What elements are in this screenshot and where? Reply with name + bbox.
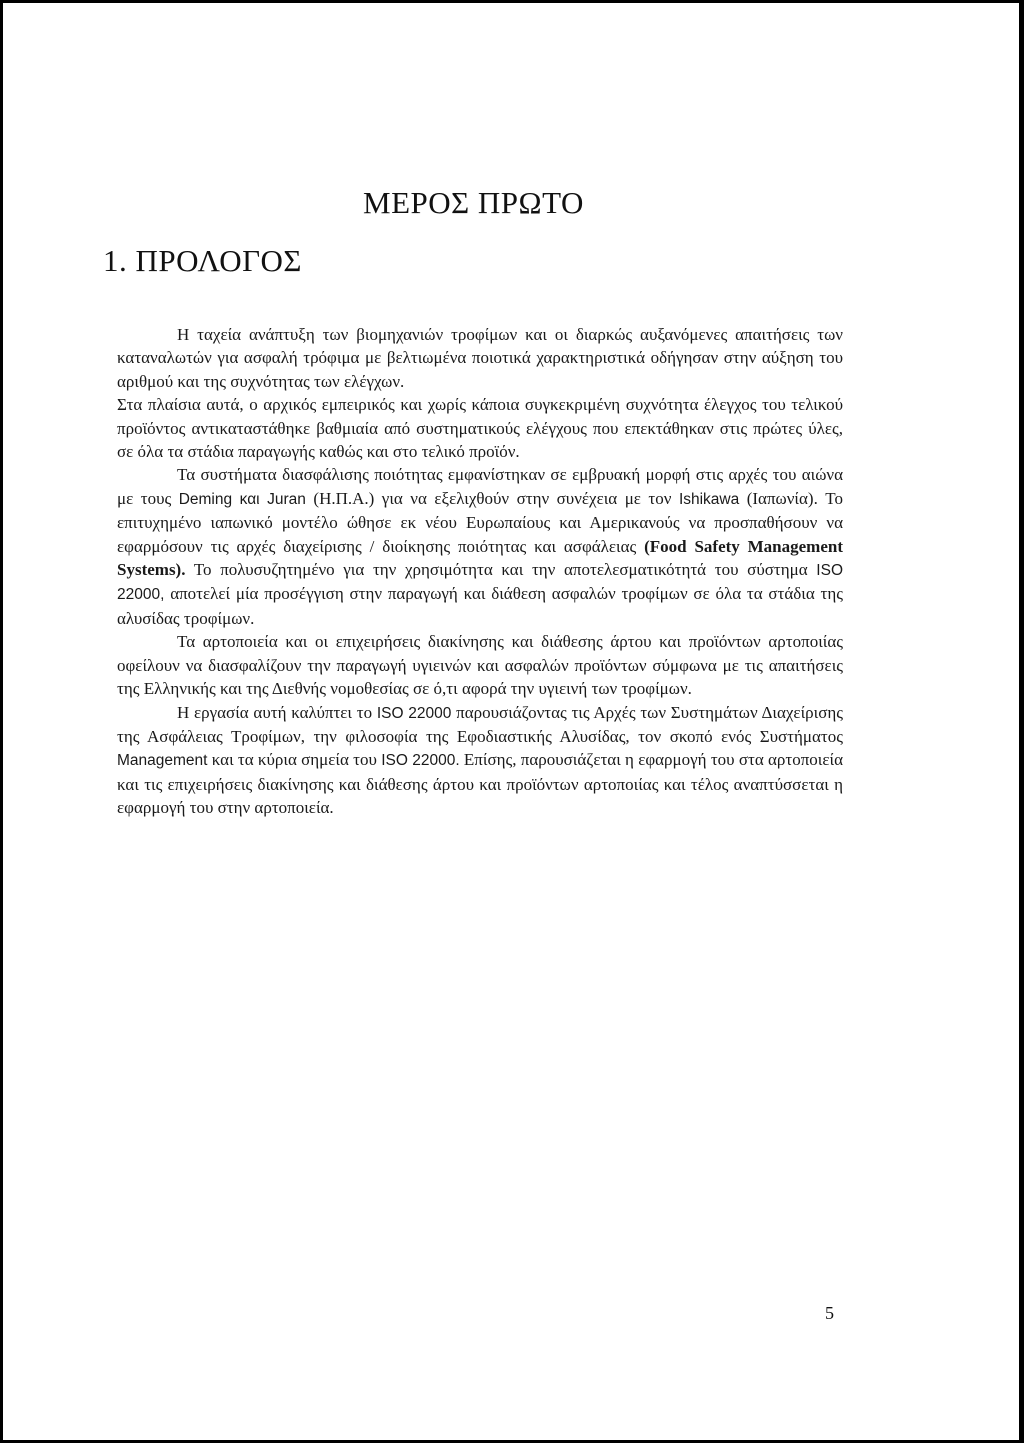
body-text xyxy=(117,323,843,820)
section-title: 1. ΠΡΟΛΟΓΟΣ xyxy=(103,243,302,278)
part-title: ΜΕΡΟΣ ΠΡΩΤΟ xyxy=(363,185,584,220)
paragraph-2-text-c: (Ιαπωνία). Το επιτυχημένο ιαπωνικό μοντέλο ώθησε εκ νέου Ευρωπαίους και Αμερικανούς να προσπαθήσουν να εφαρμόσουν τις αρχές διαχείρισης / διοίκησης ποιότητας και ασφάλειας xyxy=(117,488,844,556)
paragraph-4-text-a: Η εργασία αυτή καλύπτει το xyxy=(177,702,373,722)
paragraph-2-text-a: Τα συστήματα διασφάλισης ποιότητας εμφανίστηκαν σε εμβρυακή μορφή στις αρχές του αιώνα με τους xyxy=(117,465,843,508)
ishikawa-name: Ishikawa xyxy=(678,490,740,508)
iso-22000-reference-1: ISO 22000 xyxy=(376,704,452,722)
paragraph-4 xyxy=(117,701,843,820)
deming-juran-names: Deming και Juran xyxy=(178,490,306,508)
paragraph-3: Τα αρτοποιεία και οι επιχειρήσεις διακίνησης και διάθεσης άρτου και προϊόντων αρτοποιίας οφείλουν να διασφαλίζουν την παραγωγή υγιεινών και ασφαλών προϊόντων σύμφωνα με τις απαιτήσεις της Ελληνικής και της Διεθνής νομοθεσίας σε ό,τι αφορά την υγιεινή των τροφίμων. xyxy=(117,632,843,699)
paragraph-4-text-b: παρουσιάζοντας τις Αρχές των Συστημάτων Διαχείρισης της Ασφάλειας Τροφίμων, την φιλοσοφία της Εφοδιαστικής Αλυσίδας, τον σκοπό ενός Συστήματος xyxy=(117,702,843,746)
paragraph-2-text-d: Το πολυσυζητημένο για την χρησιμότητα και την αποτελεσματικότητά του σύστημα xyxy=(193,560,808,580)
paragraph-1 xyxy=(117,323,843,463)
management-term: Management xyxy=(117,752,208,770)
paragraph-2-text-e: αποτελεί μία προσέγγιση στην παραγωγή και διάθεση ασφαλών τροφίμων σε όλα τα στάδια της αλυσίδας τροφίμων. xyxy=(117,584,844,628)
paragraph-1-sentence-2: Στα πλαίσια αυτά, ο αρχικός εμπειρικός και χωρίς κάποια συγκεκριμένη συχνότητα έλεγχος του τελικού προϊόντος αντικαταστάθηκε βαθμιαία από συστηματικούς ελέγχους που επεκτάθηκαν στις πρώτες ύλες, σε όλα τα στάδια παραγωγής καθώς και στο τελικό προϊόν. xyxy=(117,395,843,462)
page-number: 5 xyxy=(825,1303,834,1323)
fsms-term: (Food Safety Management Systems). xyxy=(117,536,843,580)
paragraph-2-text-b: (Η.Π.Α.) για να εξελιχθούν στην συνέχεια με τον xyxy=(313,488,672,508)
paragraph-4-text-c: και τα κύρια σημεία του xyxy=(211,750,377,770)
iso-22000-reference: ISO 22000, xyxy=(117,562,843,604)
paragraph-4-text-d: Επίσης, παρουσιάζεται η εφαρμογή του στα αρτοποιεία και τις επιχειρήσεις διακίνησης και διάθεσης άρτου και προϊόντων αρτοποιίας και τέλος αναπτύσσεται η εφαρμογή του στην αρτοποιεία. xyxy=(117,750,843,818)
paragraph-1-sentence-1: Η ταχεία ανάπτυξη των βιομηχανιών τροφίμων και οι διαρκώς αυξανόμενες απαιτήσεις των καταναλωτών για ασφαλή τρόφιμα με βελτιωμένα ποιοτικά χαρακτηριστικά οδήγησαν στην αύξηση του αριθμού και της συχνότητας των ελέγχων. xyxy=(117,325,843,391)
document-page xyxy=(3,3,1019,1440)
paragraph-2 xyxy=(117,463,843,630)
iso-22000-reference-2: ISO 22000. xyxy=(381,752,460,770)
